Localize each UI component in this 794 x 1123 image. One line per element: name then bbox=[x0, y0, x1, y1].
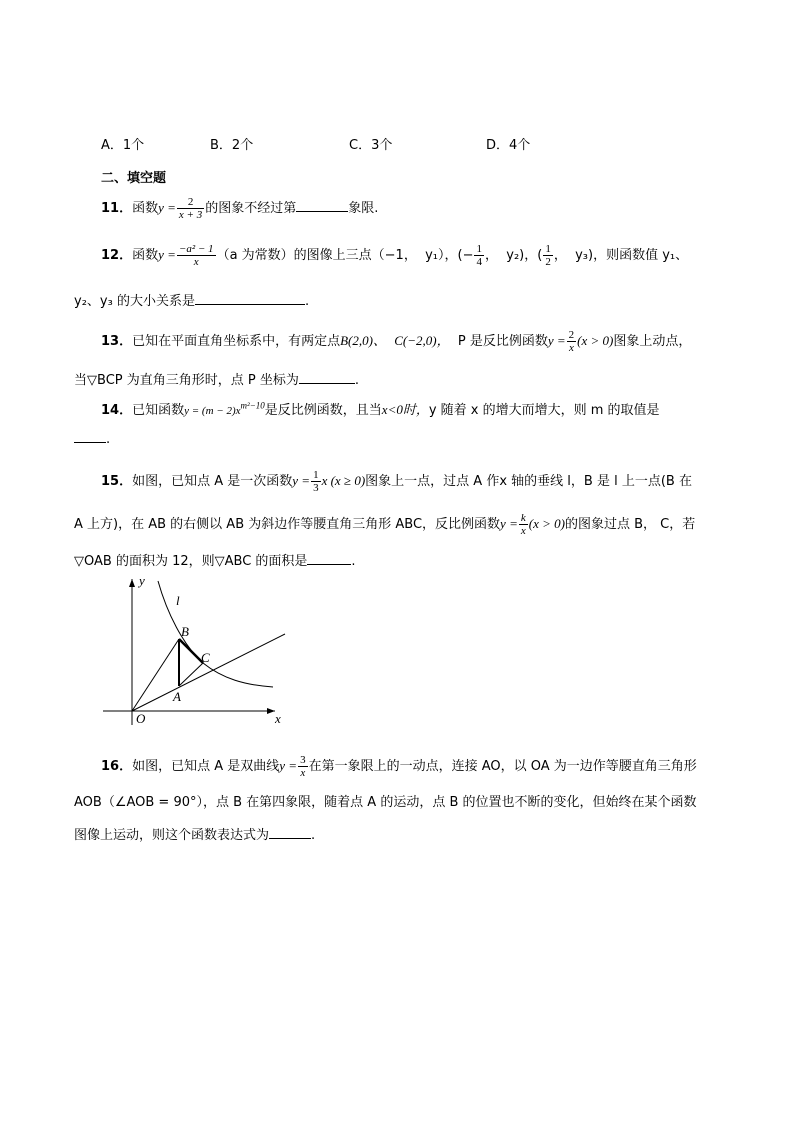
fraction: $\frac{1}{2}$ bbox=[545, 243, 551, 268]
x-axis-arrow bbox=[267, 708, 275, 714]
section-title: 二、填空题 bbox=[101, 171, 167, 186]
answer-blank[interactable] bbox=[307, 552, 351, 565]
label-b: B bbox=[181, 624, 189, 639]
question-number: 13． bbox=[101, 334, 133, 349]
question-number: 14． bbox=[101, 403, 133, 418]
label-c: C bbox=[201, 650, 210, 665]
fraction: $\frac{\text{−a² − 1}}{x}$ bbox=[178, 243, 214, 268]
question-15-line3: ▽OAB 的面积为 12，则▽ABC 的面积是 . bbox=[74, 554, 356, 569]
question-number: 16． bbox=[101, 759, 133, 774]
linear-function-line bbox=[132, 634, 285, 711]
label-a: A bbox=[173, 689, 181, 704]
label-x: x bbox=[275, 711, 281, 726]
label-y: y bbox=[139, 573, 145, 588]
segment-ac bbox=[179, 663, 203, 686]
question-16-line3: 图像上运动，则这个函数表达式为 . bbox=[74, 828, 316, 843]
question-13: 13．已知在平面直角坐标系中，有两定点B(2,0)、 C(−2,0)， P 是反比例函数y = $\frac{2}{x}$ (x > 0)图象上动点， bbox=[101, 329, 692, 354]
question-number: 15． bbox=[101, 474, 133, 489]
question-16: 16．如图，已知点 A 是双曲线y = $\frac{3}{x}$ 在第一象限上的一动点，连接 AO，以 OA 为一边作等腰直角三角形 bbox=[101, 754, 697, 779]
question-14: 14．已知函数$y = (m - 2)x^{m^2-10}$是反比例函数，且当x<0时，y 随着 x 的增大而增大，则 m 的取值是 bbox=[101, 400, 660, 418]
fraction: $\frac{2}{x + 3}$ bbox=[178, 196, 203, 221]
answer-blank[interactable] bbox=[299, 371, 355, 384]
fraction: $\frac{k}{x}$ bbox=[520, 512, 526, 537]
segment-ob bbox=[132, 639, 179, 711]
fraction: $\frac{2}{x}$ bbox=[568, 329, 575, 354]
option-b: B．2个 bbox=[210, 138, 254, 153]
question-15-line2: A 上方)，在 AB 的右侧以 AB 为斜边作等腰直角三角形 ABC，反比例函数y = $\frac{k}{x}$ (x > 0)的图象过点 B， C，若 bbox=[74, 512, 696, 537]
answer-blank[interactable] bbox=[296, 199, 348, 212]
question-14-line2: . bbox=[74, 430, 110, 447]
question-11: 11．函数y = $\frac{2}{x + 3}$ 的图象不经过第 象限. bbox=[101, 196, 379, 221]
label-o: O bbox=[136, 711, 146, 726]
option-c: C．3个 bbox=[349, 138, 393, 153]
question-number: 12． bbox=[101, 248, 133, 263]
question-number: 11． bbox=[101, 201, 133, 216]
label-l: l bbox=[176, 593, 180, 608]
question-13-line2: 当▽BCP 为直角三角形时，点 P 坐标为 . bbox=[74, 373, 359, 388]
fraction: $\frac{1}{4}$ bbox=[476, 243, 482, 268]
option-a: A．1个 bbox=[101, 138, 145, 153]
question-12-line2: y₂、y₃ 的大小关系是 . bbox=[74, 294, 310, 309]
q15-figure bbox=[95, 573, 305, 733]
question-16-line2: AOB（∠AOB = 90°），点 B 在第四象限，随着点 A 的运动，点 B 的位置也不断的变化，但始终在某个函数 bbox=[74, 795, 697, 810]
answer-blank[interactable] bbox=[269, 826, 311, 839]
answer-blank[interactable] bbox=[74, 430, 106, 443]
question-12: 12．函数y = $\frac{\text{−a² − 1}}{x}$ （a 为常数）的图像上三点（−1， y₁），(− $\frac{1}{4}$ ， y₂)，( $\frac{1}{2}$ ， y₃)，则函数值 y₁、 bbox=[101, 243, 689, 268]
answer-blank[interactable] bbox=[195, 292, 305, 305]
y-axis-arrow bbox=[129, 579, 135, 587]
fraction: $\frac{3}{x}$ bbox=[300, 754, 306, 779]
segment-bc bbox=[179, 639, 203, 663]
question-15: 15．如图，已知点 A 是一次函数y = $\frac{1}{3}$ x (x ≥ 0)图象上一点，过点 A 作x 轴的垂线 l，B 是 l 上一点(B 在 bbox=[101, 469, 692, 494]
option-d: D．4个 bbox=[486, 138, 531, 153]
fraction: $\frac{1}{3}$ bbox=[313, 469, 319, 494]
